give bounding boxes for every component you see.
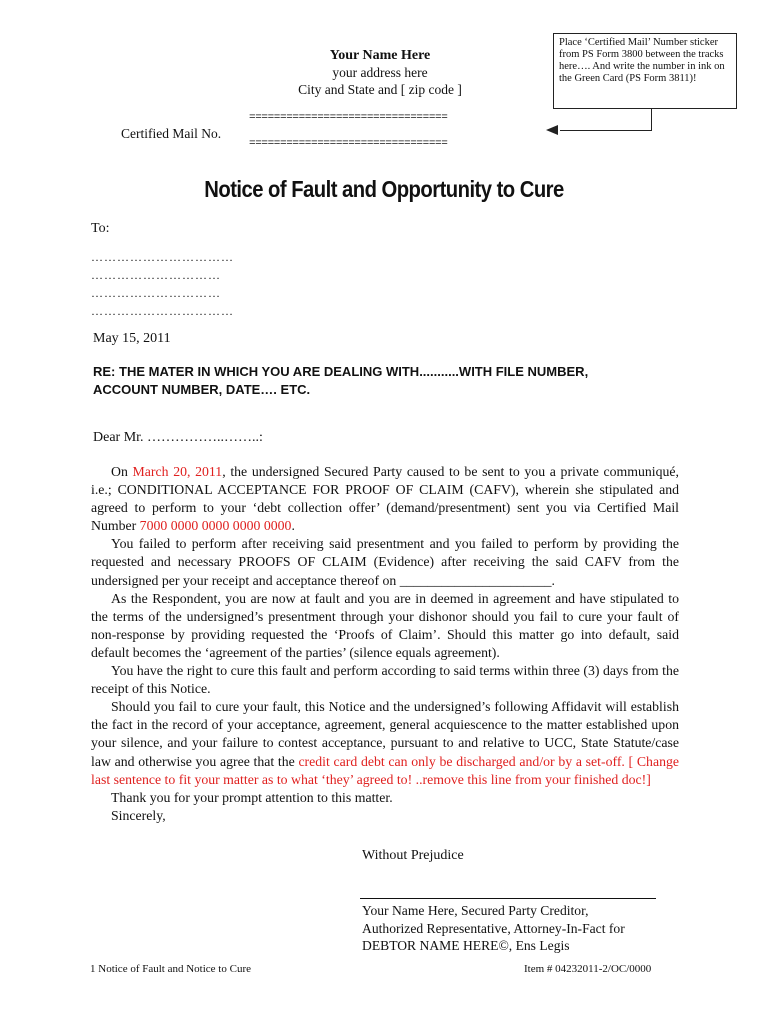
certified-mail-sticker-note: Place ‘Certified Mail’ Number sticker from PS Form 3800 between the tracks here…. And write the number in ink on the Green Card (PS Form 3811)! — [553, 33, 737, 109]
subject-line: RE: THE MATER IN WHICH YOU ARE DEALING WITH...........WITH FILE NUMBER, ACCOUNT NUMBER, DATE…. ETC. — [93, 364, 589, 397]
document-title: Notice of Fault and Opportunity to Cure — [204, 176, 564, 202]
recipient-line-1: …………………………… — [91, 250, 234, 264]
salutation: Dear Mr. ……………..……..: — [93, 430, 263, 445]
paragraph-thanks: Thank you for your prompt attention to this matter. — [111, 789, 393, 805]
without-prejudice: Without Prejudice — [362, 848, 464, 863]
letter-date: May 15, 2011 — [93, 331, 171, 346]
sender-address: your address here — [332, 65, 428, 80]
signature-block — [362, 902, 625, 955]
paragraph-5: Should you fail to cure your fault, this Notice and the undersigned’s following Affidavit will establish the fact in the record of your acceptance, agreement, general acquiescence to the matter established upon your silence, and your failure to contest acceptance, pursuant to and relative to UCC, State Statute/case law and otherwise you agree that the credit card debt can only be discharged and/or by a set-off. [ Change last sentence to fit your matter as to what ‘they’ agreed to! ..remove this line from your finished doc!] — [91, 699, 679, 787]
footer-item-number: Item # 04232011-2/OC/0000 — [524, 963, 652, 975]
recipient-line-2: ………………………… — [91, 268, 221, 282]
note-connector-vertical — [651, 109, 652, 131]
certified-mail-label: Certified Mail No. — [121, 126, 222, 141]
arrow-left-icon — [546, 125, 558, 135]
footer-page-label: 1 Notice of Fault and Notice to Cure — [90, 963, 251, 975]
original-notice-date: March 20, 2011 — [132, 464, 223, 479]
to-label: To: — [91, 221, 110, 236]
recipient-line-4: …………………………… — [91, 304, 234, 318]
sender-block — [220, 47, 540, 98]
paragraph-sincerely: Sincerely, — [111, 807, 166, 823]
paragraph-1: On March 20, 2011, the undersigned Secured Party caused to be sent to you a private communiqué, i.e.; CONDITIONAL ACCEPTANCE FOR PROOF OF CLAIM (CAFV), wherein she stipulated and agreed to perform to your ‘debt collection offer’ (demand/presentment) sent you via Certified Mail Number 7000 0000 0000 0000 0000. — [91, 464, 680, 534]
certified-mail-number: 7000 0000 0000 0000 0000 — [139, 518, 292, 534]
signature-line-3: DEBTOR NAME HERE©, Ens Legis — [362, 938, 570, 954]
signature-line — [360, 898, 656, 899]
paragraph-4: You have the right to cure this fault and perform according to said terms within three (3) days from the receipt of this Notice. — [91, 663, 679, 697]
signature-line-2: Authorized Representative, Attorney-In-Fact for — [362, 920, 625, 936]
paragraph-2: You failed to perform after receiving said presentment and you failed to perform by providing the requested and necessary PROOFS OF CLAIM (Evidence) after receiving the said CAFV from the undersigned per your receipt and acceptance thereof on ______________________. — [91, 536, 679, 588]
sender-city-state-zip: City and State and [ zip code ] — [298, 82, 462, 97]
certified-mail-track-bottom: ================================ — [249, 138, 448, 150]
letter-body — [91, 463, 679, 825]
paragraph-3: As the Respondent, you are now at fault and you are in deemed in agreement and have stipulated to the terms of the undersigned’s presentment through your dishonor should you fail to cure your fault of non-response by providing requested the ‘Proofs of Claim’. Should this matter go into default, said default becomes the ‘agreement of the parties’ (silence equals agreement). — [91, 590, 679, 660]
certified-mail-track-top: ================================ — [249, 112, 448, 124]
note-connector-horizontal — [560, 130, 652, 131]
editable-instruction: credit card debt can only be discharged and/or by a set-off. [ Change last sentence to fit your matter as to what ‘they’ agreed to! ..remove this line from your finished doc!] — [91, 753, 679, 787]
recipient-line-3: ………………………… — [91, 286, 221, 300]
signature-line-1: Your Name Here, Secured Party Creditor, — [362, 903, 589, 918]
sender-name: Your Name Here — [329, 48, 431, 63]
